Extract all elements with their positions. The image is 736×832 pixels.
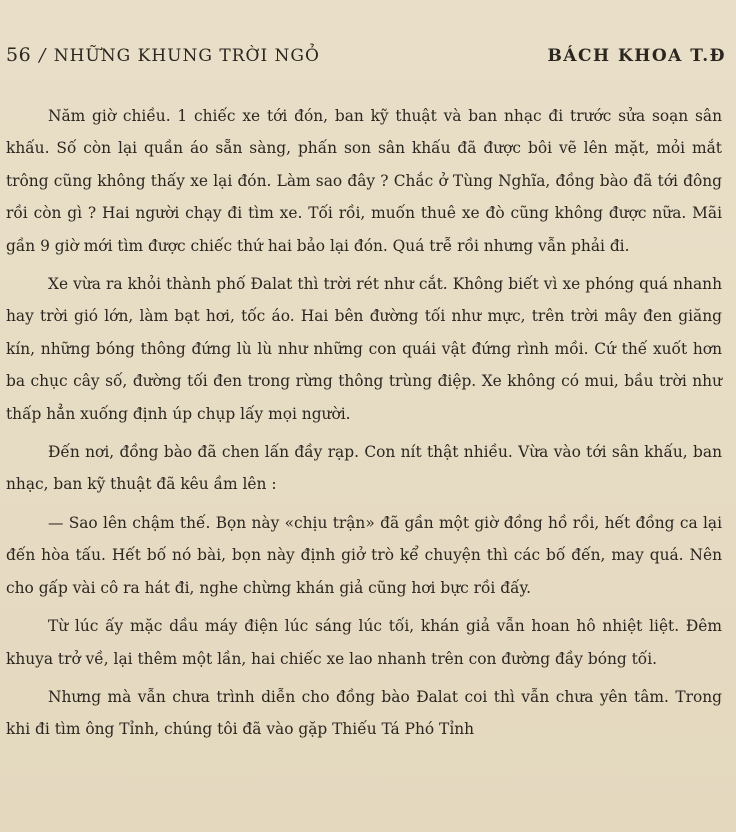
publication-name: BÁCH KHOA T.Đ <box>547 46 726 66</box>
paragraph <box>6 100 722 262</box>
paragraph-text: Năm giờ chiều. 1 chiếc xe tới đón, ban kỹ thuật và ban nhạc đi trước sửa soạn sân khấu. Số còn lại quần áo sẵn sàng, phấn son sân khấu đã được bôi vẽ lên mặt, mỏi mắt trông cũng không thấy xe lại đón. Làm sao đây ? Chắc ở Tùng Nghĩa, đồng bào đã tới đông rồi còn gì ? Hai người chạy đi tìm xe. Tối rồi, muốn thuê xe đò cũng không được nữa. Mãi gần 9 giờ mới tìm được chiếc thứ hai bảo lại đón. Quá trễ rồi nhưng vẫn phải đi. <box>6 107 722 255</box>
paragraph <box>6 436 722 501</box>
header-separator: / <box>39 45 46 66</box>
paragraph-text: Nhưng mà vẫn chưa trình diễn cho đồng bào Đalat coi thì vẫn chưa yên tâm. Trong khi đi tìm ông Tỉnh, chúng tôi đã vào gặp Thiếu Tá Phó Tỉnh <box>6 687 722 739</box>
page-header <box>6 44 726 70</box>
running-title: NHỮNG KHUNG TRỜI NGỎ <box>53 46 320 66</box>
paragraph-text: Xe vừa ra khỏi thành phố Đalat thì trời rét như cắt. Không biết vì xe phóng quá nhanh hay trời gió lớn, làm bạt hơi, tốc áo. Hai bên đường tối như mực, trên trời mây đen giăng kín, những bóng thông đứng lù lù như những con quái vật đứng rình mồi. Cứ thế xuốt hơn ba chục cây số, đường tối đen trong rừng thông trùng điệp. Xe không có mui, bầu trời như thấp hẳn xuống định úp chụp lấy mọi người. <box>6 275 722 423</box>
paragraph <box>6 681 722 746</box>
paragraph-text: Đến nơi, đồng bào đã chen lấn đầy rạp. Con nít thật nhiều. Vừa vào tới sân khấu, ban nhạc, ban kỹ thuật đã kêu ầm lên : <box>6 443 722 494</box>
paragraph <box>6 268 722 430</box>
header-left <box>6 44 320 66</box>
page-body <box>6 100 722 746</box>
paragraph-text: — Sao lên chậm thế. Bọn này «chịu trận» đã gần một giờ đồng hồ rồi, hết đồng ca lại đến hòa tấu. Hết bố nó bài, bọn này định giở trò kể chuyện thì các bố đến, may quá. Nên cho gấp vài cô ra hát đi, nghe chừng khán giả cũng hơi bực rồi đấy. <box>6 513 722 597</box>
page-number: 56 <box>6 44 32 66</box>
paragraph <box>6 507 722 604</box>
paragraph <box>6 610 722 675</box>
paragraph-text: Từ lúc ấy mặc dầu máy điện lúc sáng lúc tối, khán giả vẫn hoan hô nhiệt liệt. Đêm khuya trở về, lại thêm một lần, hai chiếc xe lao nhanh trên con đường đầy bóng tối. <box>6 617 722 668</box>
